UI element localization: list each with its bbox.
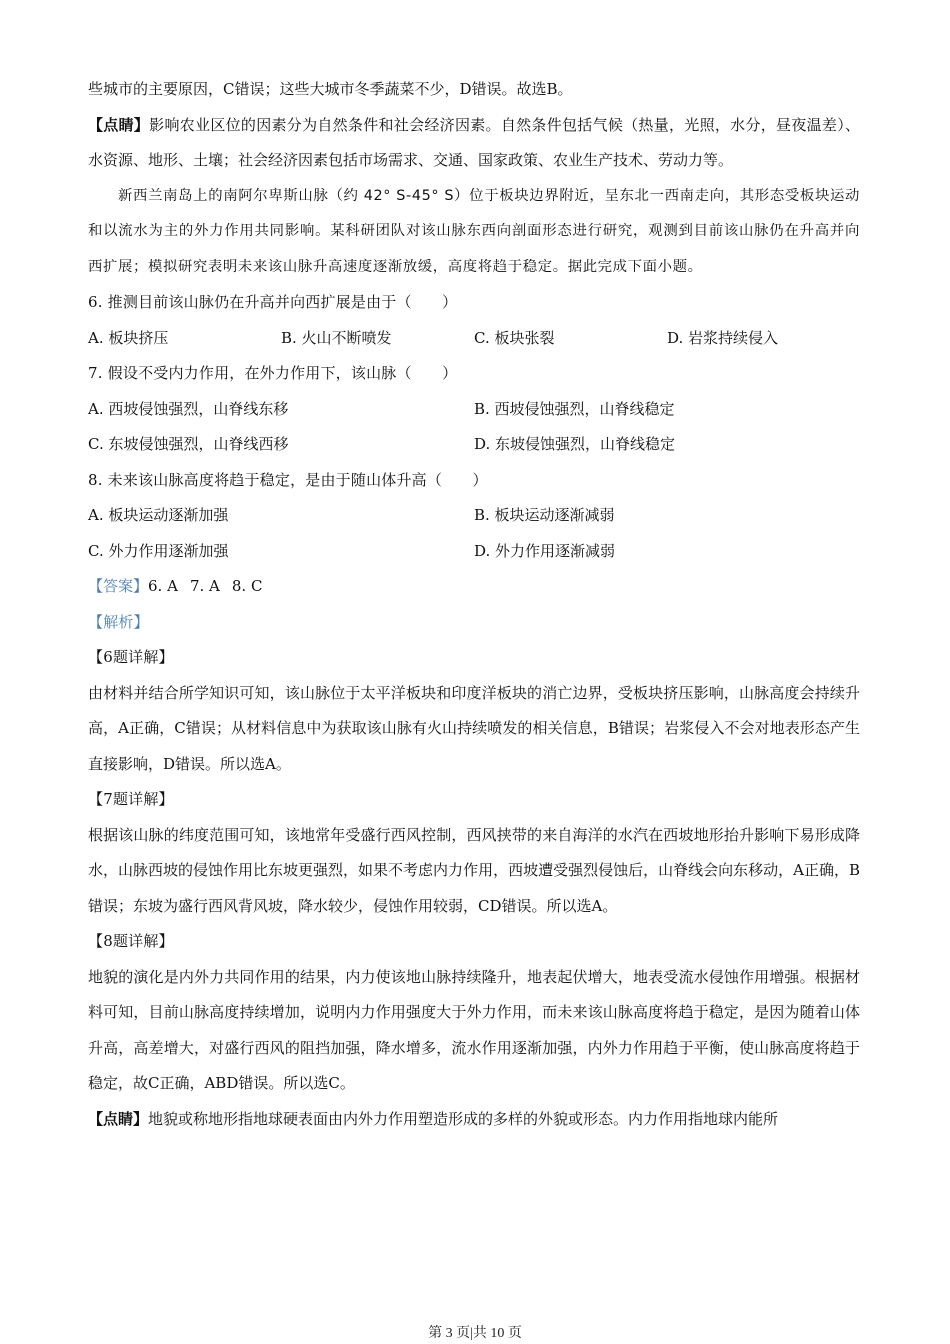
closing-tip-label: 【点睛】 xyxy=(88,1109,149,1128)
question-8-stem: 8. 未来该山脉高度将趋于稳定，是由于随山体升高（ ） xyxy=(88,470,488,489)
answer-label: 【答案】 xyxy=(88,577,149,595)
question-7-stem: 7. 假设不受内力作用，在外力作用下，该山脉（ ） xyxy=(88,364,458,382)
q8-option-d: D. 外力作用逐渐减弱 xyxy=(474,541,616,560)
answer-6: 6. A xyxy=(148,577,178,595)
q6-option-c: C. 板块张裂 xyxy=(474,328,555,347)
detail-6-text: 由材料并结合所学知识可知，该山脉位于太平洋板块和印度洋板块的消亡边界，受板块挤压影响，山脉高度会持续升高，A正确，C错误；从材料信息中为获取该山脉有火山持续喷发的相关信息，B错误；岩浆侵入不会对地表形态产生直接影响，D错误。所以选A。 xyxy=(88,683,860,773)
q8-option-c: C. 外力作用逐渐加强 xyxy=(88,541,229,560)
tip-label: 【点睛】 xyxy=(88,115,150,134)
question-7-options-row-2 xyxy=(88,427,860,463)
answer-values xyxy=(148,577,274,595)
tip-paragraph xyxy=(88,108,860,179)
question-6-options xyxy=(88,321,860,357)
closing-tip-text: 地貌或称地形指地球硬表面由内外力作用塑造形成的多样的外貌或形态。内力作用指地球内能所 xyxy=(148,1109,779,1128)
previous-answer-continuation: 些城市的主要原因，C错误；这些大城市冬季蔬菜不少，D错误。故选B。 xyxy=(88,80,573,98)
document-page xyxy=(88,72,860,1137)
closing-tip-paragraph xyxy=(88,1102,860,1138)
page-footer: 第 3 页|共 10 页 xyxy=(428,1326,522,1341)
q7-option-d: D. 东坡侵蚀强烈，山脊线稳定 xyxy=(474,435,676,453)
answer-7: 7. A xyxy=(189,577,220,595)
q7-option-c: C. 东坡侵蚀强烈，山脊线西移 xyxy=(88,435,289,453)
q6-option-d: D. 岩浆持续侵入 xyxy=(667,328,779,347)
q6-option-b: B. 火山不断喷发 xyxy=(281,328,392,347)
q7-option-b: B. 西坡侵蚀强烈，山脊线稳定 xyxy=(474,399,675,418)
answer-8: 8. C xyxy=(231,577,263,595)
q7-option-a: A. 西坡侵蚀强烈，山脊线东移 xyxy=(88,399,289,418)
detail-8-text: 地貌的演化是内外力共同作用的结果，内力使该地山脉持续隆升，地表起伏增大，地表受流水侵蚀作用增强。根据材料可知，目前山脉高度持续增加，说明内力作用强度大于外力作用，而未来该山脉高度将趋于稳定，是因为随着山体升高，高差增大，对盛行西风的阻挡加强，降水增多，流水作用逐渐加强，内外力作用趋于平衡，使山脉高度将趋于稳定，故C正确，ABD错误。所以选C。 xyxy=(88,967,860,1092)
answer-line xyxy=(88,569,860,605)
detail-8-heading: 【8题详解】 xyxy=(88,932,174,950)
q6-option-a: A. 板块挤压 xyxy=(88,328,169,347)
tip-text: 影响农业区位的因素分为自然条件和社会经济因素。自然条件包括气候（热量，光照，水分，昼夜温差）、水资源、地形、土壤；社会经济因素包括市场需求、交通、国家政策、农业生产技术、劳动力等。 xyxy=(88,115,860,169)
question-7-options-row-1 xyxy=(88,392,860,428)
question-8-options-row-2 xyxy=(88,534,860,570)
detail-6-heading: 【6题详解】 xyxy=(88,648,174,666)
analysis-label: 【解析】 xyxy=(88,612,149,631)
material-passage: 新西兰南岛上的南阿尔卑斯山脉（约 42° S-45° S）位于板块边界附近，呈东北一西南走向，其形态受板块运动和以流水为主的外力作用共同影响。某科研团队对该山脉东西向剖面形态进行研究，观测到目前该山脉仍在升高并向西扩展；模拟研究表明未来该山脉升高速度逐渐放缓，高度将趋于稳定。据此完成下面小题。 xyxy=(88,187,860,275)
detail-7-text: 根据该山脉的纬度范围可知，该地常年受盛行西风控制，西风挟带的来自海洋的水汽在西坡地形抬升影响下易形成降水，山脉西坡的侵蚀作用比东坡更强烈，如果不考虑内力作用，西坡遭受强烈侵蚀后，山脊线会向东移动，A正确，B错误；东坡为盛行西风背风坡，降水较少，侵蚀作用较弱，CD错误。所以选A。 xyxy=(88,825,860,915)
detail-7-heading: 【7题详解】 xyxy=(88,790,174,808)
q8-option-a: A. 板块运动逐渐加强 xyxy=(88,506,229,524)
question-8-options-row-1 xyxy=(88,498,860,534)
q8-option-b: B. 板块运动逐渐减弱 xyxy=(474,506,615,524)
question-6-stem: 6. 推测目前该山脉仍在升高并向西扩展是由于（ ） xyxy=(88,293,458,311)
